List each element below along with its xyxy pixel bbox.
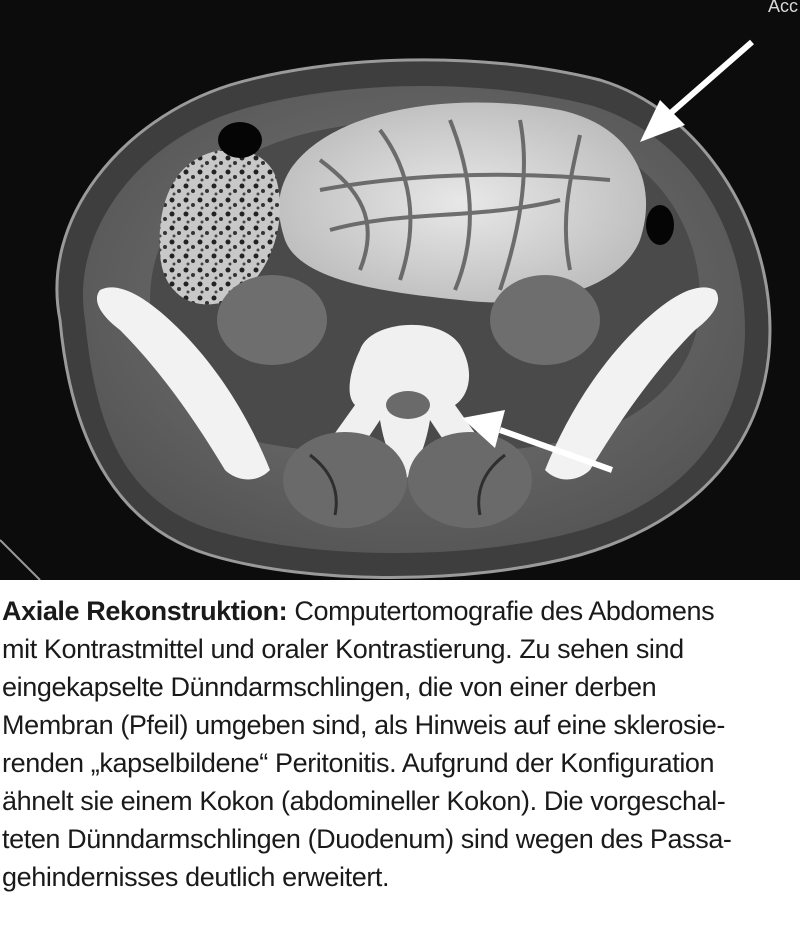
caption-line: mit Kontrastmittel und oraler Kontrastierung. Zu sehen sind: [2, 634, 684, 664]
psoas-right: [490, 275, 600, 365]
scanner-label: Acc: [767, 0, 798, 16]
caption-line: renden „kapselbildene“ Peritonitis. Aufgrund der Konfiguration: [2, 748, 715, 778]
caption-line: gehindernisses deutlich erweitert.: [2, 862, 390, 892]
caption-line-1: [2, 592, 798, 630]
caption-line: Membran (Pfeil) umgeben sind, als Hinweis auf eine sklerosie-: [2, 710, 725, 740]
caption-heading: Axiale Rekonstruktion:: [2, 596, 288, 626]
figure-caption: [0, 592, 800, 922]
corner-line: [0, 540, 40, 580]
gas-bubble-right: [646, 205, 674, 245]
psoas-left: [217, 275, 327, 365]
caption-line: teten Dünndarmschlingen (Duodenum) sind wegen des Passa-: [2, 824, 732, 854]
arrow-upper: [640, 42, 752, 142]
paraspinal-left: [283, 432, 407, 528]
caption-line-1-rest: Computertomografie des Abdomens: [287, 596, 715, 626]
caption-line: ähnelt sie einem Kokon (abdomineller Kokon). Die vorgeschal-: [2, 786, 726, 816]
spinal-canal: [386, 391, 430, 419]
paraspinal-right: [408, 432, 532, 528]
gas-bubble: [218, 122, 262, 158]
caption-line: eingekapselte Dünndarmschlingen, die von einer derben: [2, 672, 657, 702]
